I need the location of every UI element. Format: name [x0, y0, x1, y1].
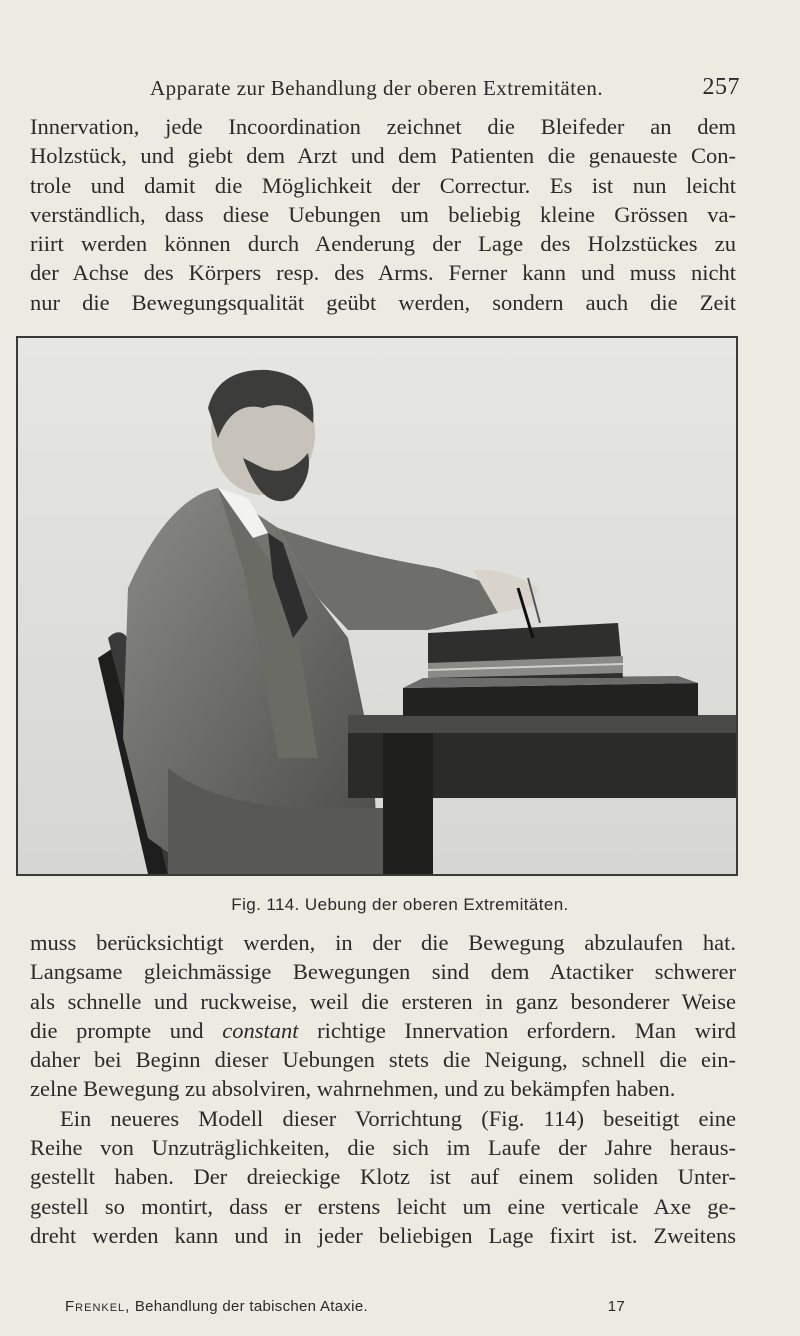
text-line: trole und damit die Möglichkeit der Correctur. Es ist nun leicht [30, 172, 736, 198]
text-line: der Achse des Körpers resp. des Arms. Ferner kann und muss nicht [30, 260, 736, 286]
footer-author: Frenkel, [65, 1298, 131, 1315]
footer-signature: 17 [607, 1298, 625, 1315]
text-line: verständlich, dass diese Uebungen um beliebig kleine Grössen va- [30, 201, 736, 227]
footer-book-title: Behandlung der tabischen Ataxie. [130, 1298, 368, 1315]
page-number: 257 [702, 74, 740, 100]
text-line: als schnelle und ruckweise, weil die ersteren in ganz besonderer Weise [30, 988, 736, 1014]
text-run: die prompte und [30, 1017, 223, 1043]
paragraph-bottom [30, 928, 736, 1250]
text-line: Innervation, jede Incoordination zeichnet die Bleifeder an dem [30, 114, 736, 139]
text-line: Langsame gleichmässige Bewegungen sind dem Atactiker schwerer [30, 959, 736, 985]
running-title: Apparate zur Behandlung der oberen Extremitäten. [150, 76, 604, 100]
figure-photograph [16, 336, 738, 876]
text-line: muss berücksichtigt werden, in der die Bewegung abzulaufen hat. [30, 930, 736, 955]
running-header [150, 76, 740, 101]
table-leg [383, 733, 433, 874]
text-line: Ein neueres Modell dieser Vorrichtung (Fig. 114) beseitigt eine [60, 1105, 736, 1131]
paragraph-top [30, 112, 736, 317]
text-line: daher bei Beginn dieser Uebungen stets die Neigung, schnell die ein- [30, 1047, 736, 1073]
figure-caption: Fig. 114. Uebung der oberen Extremitäten. [231, 895, 569, 914]
text-line: dreht werden kann und in jeder beliebigen Lage fixirt ist. Zweitens [30, 1222, 736, 1248]
device-base [403, 683, 698, 716]
text-line: nur die Bewegungsqualität geübt werden, sondern auch die Zeit [30, 289, 736, 315]
text-run: richtige Innervation erfordern. Man wird [298, 1017, 736, 1043]
text-line: Holzstück, und giebt dem Arzt und dem Patienten die genaueste Con- [30, 143, 736, 169]
text-line: gestellt haben. Der dreieckige Klotz ist auf einem soliden Unter- [30, 1164, 736, 1190]
text-line: riirt werden können durch Aenderung der Lage des Holzstückes zu [30, 231, 736, 257]
figure-illustration [18, 338, 736, 874]
text-line [30, 1016, 736, 1045]
text-line: zelne Bewegung zu absolviren, wahrnehmen, und zu bekämpfen haben. [30, 1076, 676, 1102]
page-footer [65, 1298, 625, 1315]
emphasis-word: constant [222, 1017, 299, 1043]
table-top [348, 715, 736, 733]
text-line: gestell so montirt, dass er erstens leicht um eine verticale Axe ge- [30, 1193, 736, 1219]
text-line: Reihe von Unzuträglichkeiten, die sich im Laufe der Jahre heraus- [30, 1135, 736, 1161]
